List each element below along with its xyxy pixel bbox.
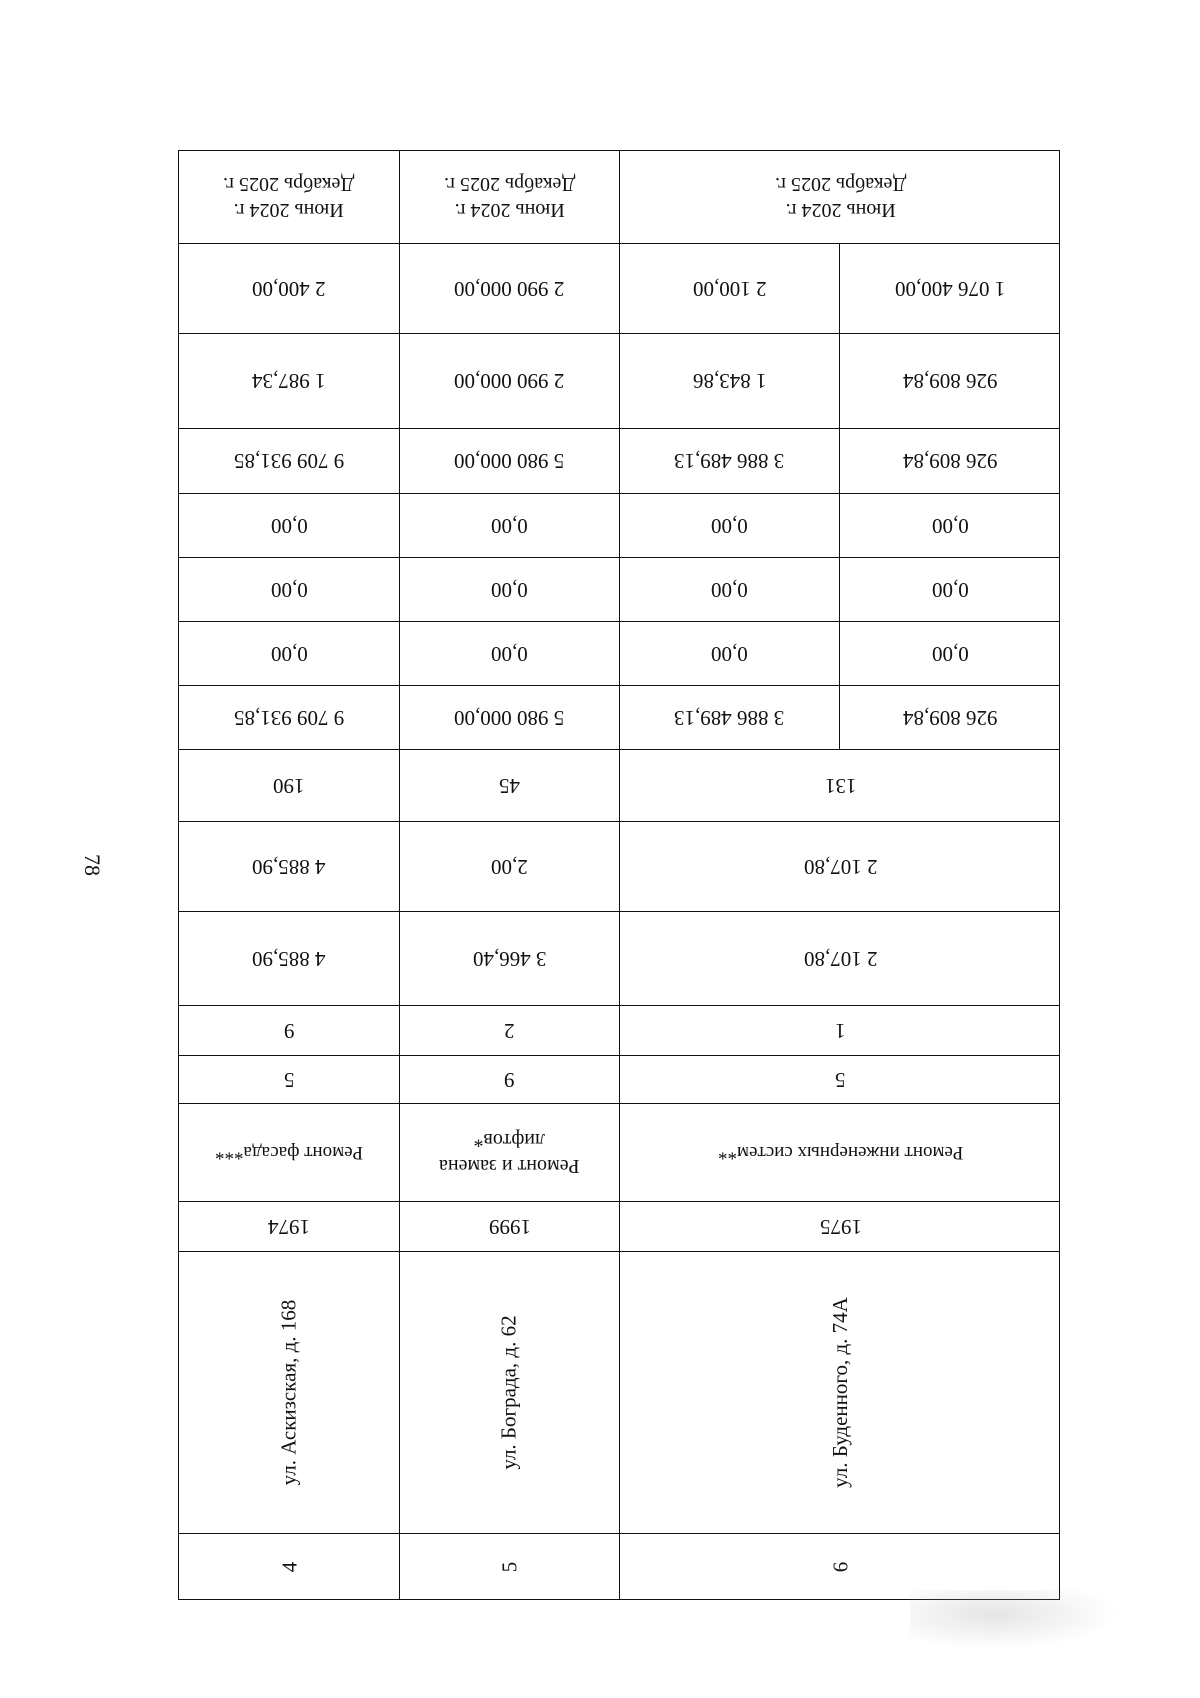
cell-text: 1 076 400,00 — [895, 276, 1006, 301]
table-row — [179, 1005, 1059, 1055]
table-cell — [399, 494, 619, 557]
cell-text: 2,00 — [491, 854, 528, 879]
table-cell — [179, 494, 399, 557]
table-cell — [619, 750, 1061, 821]
cell-text: 2 107,80 — [803, 854, 878, 879]
cell-text: 5 980 000,00 — [454, 705, 565, 730]
table-cell — [399, 750, 619, 821]
table-cell — [399, 1202, 619, 1251]
cell-text: Июнь 2024 г. — [454, 199, 565, 221]
cell-text: Декабрь 2025 г. — [774, 173, 907, 195]
table-cell — [179, 1252, 399, 1533]
table-cell — [619, 429, 839, 493]
cell-text: Июнь 2024 г. — [233, 199, 345, 221]
cell-text: 0,00 — [270, 577, 308, 602]
table-row — [179, 557, 1059, 621]
table-cell — [399, 334, 619, 428]
table-cell — [399, 686, 619, 749]
cell-text: 0,00 — [711, 577, 748, 602]
cell-text: 1999 — [488, 1214, 531, 1239]
cell-text: 0,00 — [932, 513, 969, 538]
data-table — [178, 150, 1060, 1600]
table-cell — [179, 1202, 399, 1251]
table-cell — [839, 686, 1061, 749]
cell-text: 0,00 — [491, 641, 528, 666]
table-cell — [179, 750, 399, 821]
table-cell — [179, 429, 399, 493]
table-row — [179, 428, 1059, 493]
table-cell — [179, 334, 399, 428]
cell-text: 4 885,90 — [252, 946, 326, 971]
cell-text: 2 400,00 — [252, 276, 326, 301]
table-cell — [619, 494, 839, 557]
table-cell — [179, 822, 399, 911]
table-cell — [619, 622, 839, 685]
cell-text: 1 987,34 — [252, 369, 326, 393]
address-text: ул. Буденного, д. 74А — [827, 1297, 852, 1488]
table-cell — [179, 558, 399, 621]
table-row — [179, 243, 1059, 333]
table-row — [179, 621, 1059, 685]
cell-text: 3 466,40 — [472, 946, 547, 971]
cell-text: 5 — [283, 1067, 295, 1092]
table-cell — [179, 1534, 399, 1599]
table-cell — [619, 1202, 1061, 1251]
cell-text: 1 — [835, 1018, 846, 1043]
table-cell — [399, 1252, 619, 1533]
cell-text: 0,00 — [270, 513, 308, 538]
table-row — [179, 333, 1059, 428]
cell-text: 2 — [504, 1018, 515, 1043]
table-cell — [179, 912, 399, 1005]
cell-text: 3 886 489,13 — [674, 705, 785, 730]
table-cell — [399, 244, 619, 333]
table-cell — [179, 244, 399, 333]
table-cell — [399, 622, 619, 685]
cell-text: 5 — [835, 1067, 846, 1092]
cell-text: Декабрь 2025 г. — [223, 173, 355, 195]
cell-text: 4 885,90 — [252, 854, 326, 879]
table-cell — [399, 1056, 619, 1103]
table-cell — [839, 429, 1061, 493]
table-cell — [619, 912, 1061, 1005]
table-cell — [619, 151, 1061, 243]
table-cell — [399, 151, 619, 243]
cell-text: 45 — [499, 773, 520, 798]
cell-text: 2 990 000,00 — [454, 276, 565, 301]
cell-text: 0,00 — [711, 641, 748, 666]
address-text: ул. Аскизская, д. 168 — [276, 1299, 301, 1486]
cell-text: 9 709 931,85 — [233, 705, 345, 730]
table-cell — [619, 1104, 1061, 1201]
table-cell — [179, 622, 399, 685]
table-cell — [399, 912, 619, 1005]
table-cell — [839, 244, 1061, 333]
cell-text: 131 — [824, 773, 857, 798]
table-cell — [619, 334, 839, 428]
table-row — [179, 1055, 1059, 1103]
cell-text: 1974 — [268, 1214, 310, 1239]
table-cell — [399, 1534, 619, 1599]
table-cell — [619, 558, 839, 621]
cell-text: Ремонт фасада*** — [215, 1142, 363, 1163]
cell-text: 926 809,84 — [903, 449, 998, 473]
cell-text: 0,00 — [270, 641, 308, 666]
page-number: 78 — [80, 854, 105, 876]
table-row — [179, 749, 1059, 821]
cell-text: 0,00 — [491, 513, 528, 538]
cell-text: 0,00 — [932, 577, 969, 602]
cell-text: Ремонт инженерных систем** — [717, 1142, 964, 1163]
table-row — [179, 1201, 1059, 1251]
cell-text: 0,00 — [932, 641, 969, 666]
table-cell — [839, 558, 1061, 621]
table-cell — [839, 334, 1061, 428]
table-row — [179, 493, 1059, 557]
table-row — [179, 1103, 1059, 1201]
table-cell — [399, 558, 619, 621]
table-cell — [179, 151, 399, 243]
table-cell — [619, 1056, 1061, 1103]
table-cell — [399, 429, 619, 493]
address-text: ул. Бограда, д. 62 — [497, 1315, 521, 1470]
table-cell — [179, 1006, 399, 1055]
table-cell — [179, 1104, 399, 1201]
cell-text: 0,00 — [711, 513, 748, 538]
table-cell — [179, 1056, 399, 1103]
cell-text: 1975 — [819, 1214, 862, 1239]
cell-text: 2 107,80 — [803, 946, 878, 971]
cell-text: 2 990 000,00 — [454, 369, 565, 393]
cell-text: лифтов* — [473, 1128, 546, 1151]
cell-text: 1 843,86 — [692, 369, 767, 393]
cell-text: 5 — [497, 1561, 522, 1572]
table-row — [179, 1251, 1059, 1533]
cell-text: 3 886 489,13 — [674, 449, 785, 473]
cell-text: 6 — [828, 1561, 853, 1572]
table-cell — [839, 622, 1061, 685]
cell-text: Ремонт и замена — [439, 1154, 580, 1177]
table-cell — [619, 1006, 1061, 1055]
cell-text: 5 980 000,00 — [454, 449, 565, 473]
cell-text: Июнь 2024 г. — [785, 199, 896, 221]
table-cell — [399, 822, 619, 911]
table-cell — [619, 1252, 1061, 1533]
cell-text: 9 709 931,85 — [233, 449, 345, 473]
cell-text: 926 809,84 — [903, 369, 998, 393]
cell-text: 9 — [504, 1067, 515, 1092]
cell-text: 190 — [273, 773, 305, 798]
cell-text: 4 — [277, 1561, 301, 1572]
table-cell — [179, 686, 399, 749]
table-cell — [619, 822, 1061, 911]
scan-artifact — [910, 1590, 1120, 1650]
table-row — [179, 151, 1059, 243]
cell-text: 0,00 — [491, 577, 528, 602]
table-cell — [399, 1104, 619, 1201]
table-row — [179, 685, 1059, 749]
cell-text: 2 100,00 — [692, 276, 767, 301]
table-row — [179, 821, 1059, 911]
table-cell — [619, 244, 839, 333]
cell-text: Декабрь 2025 г. — [443, 173, 576, 195]
cell-text: 926 809,84 — [903, 705, 998, 730]
table-cell — [619, 686, 839, 749]
table-cell — [839, 494, 1061, 557]
table-row — [179, 911, 1059, 1005]
table-cell — [399, 1006, 619, 1055]
cell-text: 9 — [283, 1018, 295, 1043]
